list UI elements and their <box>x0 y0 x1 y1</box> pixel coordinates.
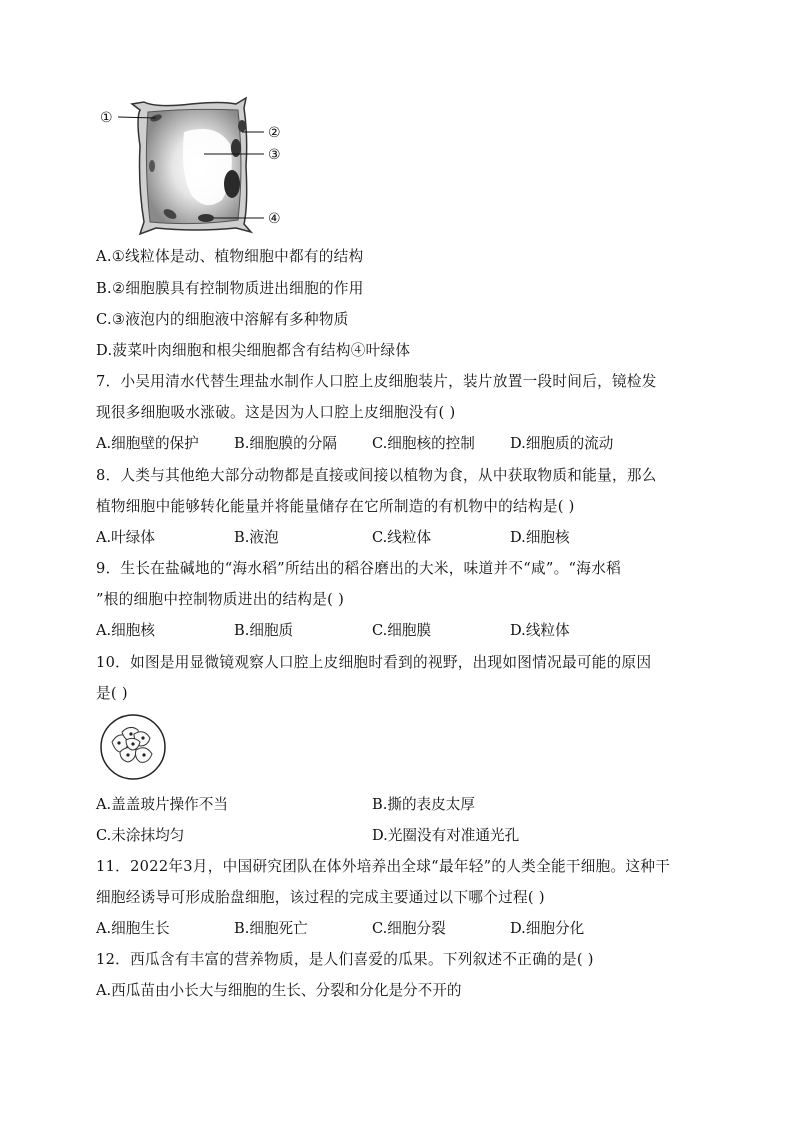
label-1: ① <box>100 110 113 126</box>
q8-option-d: D.细胞核 <box>510 529 570 546</box>
q11-option-b: B.细胞死亡 <box>234 920 308 937</box>
q8-stem-line-1: 8．人类与其他绝大部分动物都是直接或间接以植物为食，从中获取物质和能量，那么 <box>96 467 657 484</box>
label-4: ④ <box>268 211 281 227</box>
plant-cell-diagram <box>96 96 316 236</box>
q6-option-a: A.①线粒体是动、植物细胞中都有的结构 <box>96 248 364 265</box>
q7-option-a: A.细胞壁的保护 <box>96 435 199 452</box>
cell-nucleus <box>141 736 144 739</box>
label-3: ③ <box>268 147 281 163</box>
q11-option-d: D.细胞分化 <box>510 920 585 937</box>
chloroplast <box>198 214 214 222</box>
q10-stem-line-1: 10．如图是用显微镜观察人口腔上皮细胞时看到的视野，出现如图情况最可能的原因 <box>96 654 652 671</box>
q9-option-b: B.细胞质 <box>234 622 294 639</box>
q8-option-c: C.线粒体 <box>372 529 432 546</box>
label-2: ② <box>268 125 281 141</box>
q10-stem-line-2: 是( ) <box>96 685 128 702</box>
q7-option-d: D.细胞质的流动 <box>510 435 614 452</box>
q6-option-b: B.②细胞膜具有控制物质进出细胞的作用 <box>96 280 364 297</box>
cell-nucleus <box>117 741 120 744</box>
q12-option-a: A.西瓜苗由小长大与细胞的生长、分裂和分化是分不开的 <box>96 982 462 999</box>
q11-option-c: C.细胞分裂 <box>372 920 446 937</box>
chloroplast <box>238 120 246 132</box>
cell-nucleus <box>126 753 129 756</box>
q7-stem-line-1: 7．小吴用清水代替生理盐水制作人口腔上皮细胞装片，装片放置一段时间后，镜检发 <box>96 373 657 390</box>
microscope-field-diagram <box>98 712 168 782</box>
chloroplast <box>224 170 240 198</box>
cell-nucleus <box>131 742 134 745</box>
q6-option-c: C.③液泡内的细胞液中溶解有多种物质 <box>96 311 349 328</box>
q9-option-c: C.细胞膜 <box>372 622 432 639</box>
q11-option-a: A.细胞生长 <box>96 920 170 937</box>
q9-stem-line-1: 9．生长在盐碱地的“海水稻”所结出的稻谷磨出的大米，味道并不“咸”。“海水稻 <box>96 560 621 577</box>
cell-nucleus <box>142 753 145 756</box>
q8-option-b: B.液泡 <box>234 529 279 546</box>
q9-option-d: D.线粒体 <box>510 622 570 639</box>
q10-option-d: D.光圈没有对准通光孔 <box>372 827 520 844</box>
q10-option-a: A.盖盖玻片操作不当 <box>96 796 228 813</box>
q7-stem-line-2: 现很多细胞吸水涨破。这是因为人口腔上皮细胞没有( ) <box>96 404 456 421</box>
q11-stem-line-2: 细胞经诱导可形成胎盘细胞，该过程的完成主要通过以下哪个过程( ) <box>96 889 545 906</box>
q9-option-a: A.细胞核 <box>96 622 155 639</box>
q8-option-a: A.叶绿体 <box>96 529 155 546</box>
q10-option-c: C.未涂抹均匀 <box>96 827 185 844</box>
q6-option-d: D.菠菜叶肉细胞和根尖细胞都含有结构④叶绿体 <box>96 342 411 359</box>
chloroplast <box>149 160 155 172</box>
q7-option-c: C.细胞核的控制 <box>372 435 475 452</box>
cell-nucleus <box>129 732 132 735</box>
q12-stem-line-1: 12．西瓜含有丰富的营养物质，是人们喜爱的瓜果。下列叙述不正确的是( ) <box>96 951 594 968</box>
q10-option-b: B.撕的表皮太厚 <box>372 796 475 813</box>
q9-stem-line-2: ”根的细胞中控制物质进出的结构是( ) <box>96 591 345 608</box>
q8-stem-line-2: 植物细胞中能够转化能量并将能量储存在它所制造的有机物中的结构是( ) <box>96 498 575 515</box>
q11-stem-line-1: 11．2022年3月，中国研究团队在体外培养出全球“最年轻”的人类全能干细胞。这种干 <box>96 858 671 875</box>
q7-option-b: B.细胞膜的分隔 <box>234 435 337 452</box>
